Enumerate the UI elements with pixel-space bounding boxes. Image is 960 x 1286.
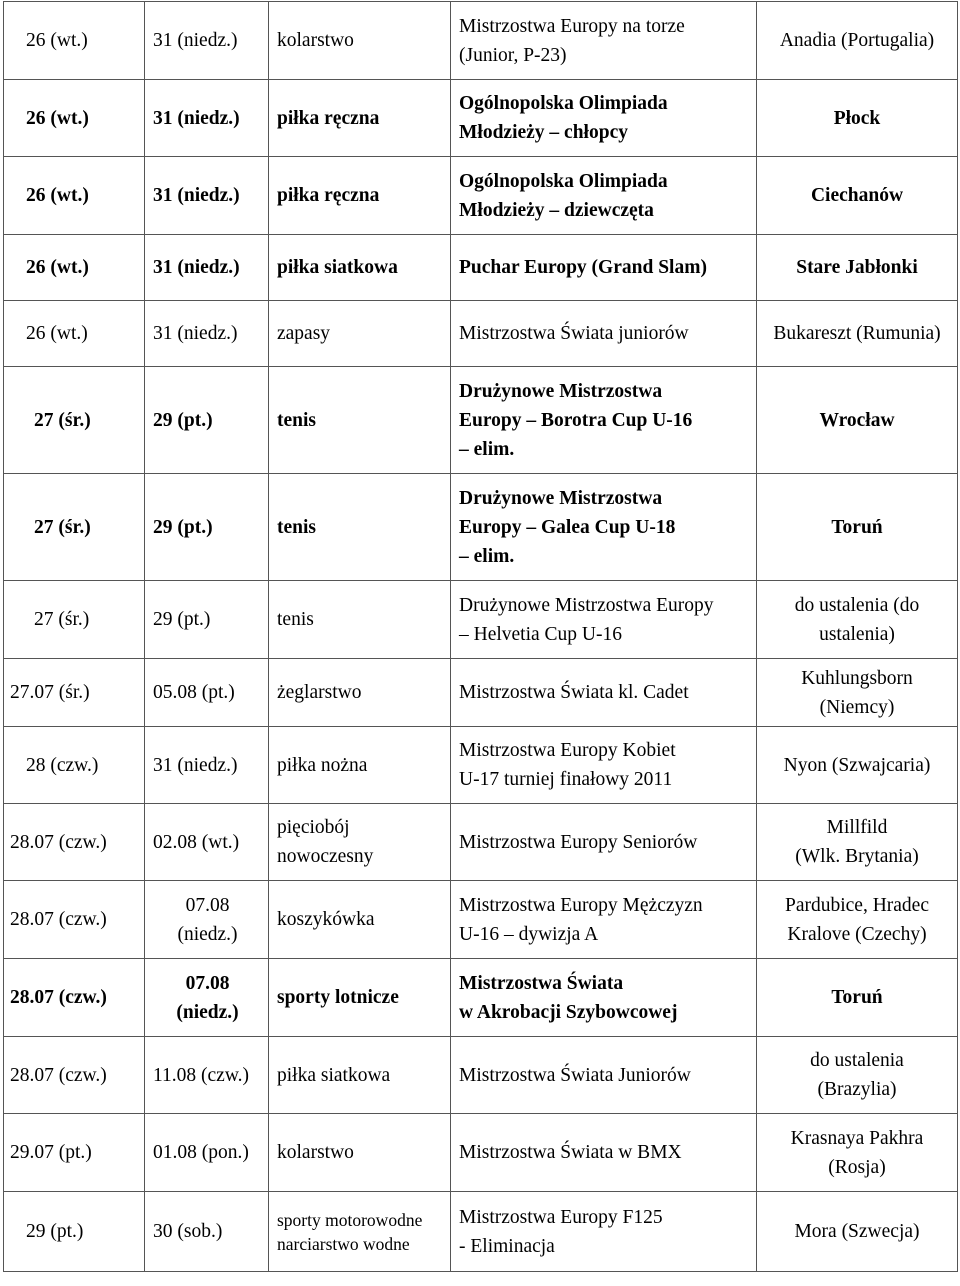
place bbox=[757, 659, 958, 727]
place: Anadia (Portugalia) bbox=[757, 2, 958, 80]
event: Mistrzostwa Świata Juniorów bbox=[451, 1037, 757, 1114]
place bbox=[757, 804, 958, 881]
sport: pięciobój nowoczesny bbox=[269, 804, 451, 881]
table-row bbox=[4, 1037, 958, 1114]
end-date: 31 (niedz.) bbox=[145, 2, 269, 80]
place: Stare Jabłonki bbox=[757, 235, 958, 301]
table-row bbox=[4, 157, 958, 235]
place: Mora (Szwecja) bbox=[757, 1192, 958, 1272]
event-line: w Akrobacji Szybowcowej bbox=[459, 1001, 678, 1023]
sport: tenis bbox=[269, 581, 451, 659]
sport: sporty lotnicze bbox=[269, 959, 451, 1037]
event-line: Ogólnopolska Olimpiada bbox=[459, 170, 668, 192]
event-line: – elim. bbox=[459, 438, 515, 460]
start-date: 28.07 (czw.) bbox=[4, 959, 145, 1037]
place-line: Kralove (Czechy) bbox=[787, 923, 927, 945]
place-line: (Niemcy) bbox=[819, 696, 895, 718]
sport: zapasy bbox=[269, 301, 451, 367]
table-row bbox=[4, 367, 958, 474]
event: Mistrzostwa Europy Seniorów bbox=[451, 804, 757, 881]
place: Wrocław bbox=[757, 367, 958, 474]
event-line: Drużynowe Mistrzostwa bbox=[459, 380, 663, 402]
sport: piłka nożna bbox=[269, 727, 451, 804]
table-row bbox=[4, 804, 958, 881]
table-row bbox=[4, 1192, 958, 1272]
event-line: – Helvetia Cup U-16 bbox=[459, 623, 623, 645]
event-line: U-16 – dywizja A bbox=[459, 923, 599, 945]
event bbox=[451, 881, 757, 959]
place: Nyon (Szwajcaria) bbox=[757, 727, 958, 804]
start-date: 26 (wt.) bbox=[4, 157, 145, 235]
sport: piłka siatkowa bbox=[269, 235, 451, 301]
sport: kolarstwo bbox=[269, 2, 451, 80]
end-date: 29 (pt.) bbox=[145, 474, 269, 581]
place-line: ustalenia) bbox=[819, 623, 895, 645]
start-date: 27 (śr.) bbox=[4, 581, 145, 659]
place-line: (Wlk. Brytania) bbox=[795, 846, 919, 867]
event-line: Mistrzostwa Europy na torze bbox=[459, 15, 685, 37]
start-date: 26 (wt.) bbox=[4, 235, 145, 301]
event bbox=[451, 474, 757, 581]
start-date: 28.07 (czw.) bbox=[4, 881, 145, 959]
event-line: Drużynowe Mistrzostwa Europy bbox=[459, 594, 714, 616]
event: Mistrzostwa Świata kl. Cadet bbox=[451, 659, 757, 727]
start-date: 26 (wt.) bbox=[4, 2, 145, 80]
sport: kolarstwo bbox=[269, 1114, 451, 1192]
start-date: 27.07 (śr.) bbox=[4, 659, 145, 727]
place-line: Kuhlungsborn bbox=[801, 667, 913, 689]
table-row bbox=[4, 881, 958, 959]
place bbox=[757, 1114, 958, 1192]
place: Toruń bbox=[757, 959, 958, 1037]
table-row bbox=[4, 80, 958, 157]
place-line: (Rosja) bbox=[828, 1156, 886, 1178]
end-date: 31 (niedz.) bbox=[145, 727, 269, 804]
sport: sporty motorowodne narciarstwo wodne bbox=[269, 1192, 451, 1272]
table-row bbox=[4, 659, 958, 727]
end-date: 31 (niedz.) bbox=[145, 301, 269, 367]
place-line: (Brazylia) bbox=[817, 1079, 897, 1100]
event bbox=[451, 80, 757, 157]
place bbox=[757, 1037, 958, 1114]
start-date: 28.07 (czw.) bbox=[4, 1037, 145, 1114]
table-row bbox=[4, 581, 958, 659]
end-date: 31 (niedz.) bbox=[145, 235, 269, 301]
start-date: 27 (śr.) bbox=[4, 367, 145, 474]
end-date: 11.08 (czw.) bbox=[145, 1037, 269, 1114]
start-date: 26 (wt.) bbox=[4, 80, 145, 157]
place bbox=[757, 881, 958, 959]
end-date: 31 (niedz.) bbox=[145, 80, 269, 157]
event-line: Mistrzostwa Europy Mężczyzn bbox=[459, 894, 703, 916]
end-date: 07.08 (niedz.) bbox=[145, 959, 269, 1037]
start-date: 28 (czw.) bbox=[4, 727, 145, 804]
place-line: do ustalenia (do bbox=[794, 594, 920, 616]
sport: żeglarstwo bbox=[269, 659, 451, 727]
event: Puchar Europy (Grand Slam) bbox=[451, 235, 757, 301]
table-row bbox=[4, 1114, 958, 1192]
table-row bbox=[4, 2, 958, 80]
start-date: 29 (pt.) bbox=[4, 1192, 145, 1272]
event bbox=[451, 2, 757, 80]
start-date: 26 (wt.) bbox=[4, 301, 145, 367]
event bbox=[451, 367, 757, 474]
table-row bbox=[4, 474, 958, 581]
event-line: Młodzieży – chłopcy bbox=[459, 122, 628, 143]
start-date: 27 (śr.) bbox=[4, 474, 145, 581]
schedule-table bbox=[3, 1, 958, 1272]
event bbox=[451, 581, 757, 659]
table-row bbox=[4, 727, 958, 804]
event bbox=[451, 1192, 757, 1272]
place-line: do ustalenia bbox=[810, 1050, 904, 1071]
end-date: 30 (sob.) bbox=[145, 1192, 269, 1272]
event-line: – elim. bbox=[459, 545, 515, 567]
place: Bukareszt (Rumunia) bbox=[757, 301, 958, 367]
end-date: 07.08 (niedz.) bbox=[145, 881, 269, 959]
place bbox=[757, 581, 958, 659]
place: Ciechanów bbox=[757, 157, 958, 235]
sport: tenis bbox=[269, 367, 451, 474]
event-line: Europy – Borotra Cup U-16 bbox=[459, 409, 693, 431]
event-line: Młodzieży – dziewczęta bbox=[459, 199, 654, 221]
place-line: Millfild bbox=[826, 817, 888, 838]
end-date: 05.08 (pt.) bbox=[145, 659, 269, 727]
table-row bbox=[4, 235, 958, 301]
sport: piłka ręczna bbox=[269, 80, 451, 157]
event-line: - Eliminacja bbox=[459, 1235, 555, 1257]
event: Mistrzostwa Świata juniorów bbox=[451, 301, 757, 367]
place: Płock bbox=[757, 80, 958, 157]
sport: piłka siatkowa bbox=[269, 1037, 451, 1114]
event-line: U-17 turniej finałowy 2011 bbox=[459, 769, 673, 790]
start-date: 29.07 (pt.) bbox=[4, 1114, 145, 1192]
sport: piłka ręczna bbox=[269, 157, 451, 235]
event bbox=[451, 727, 757, 804]
event-line: Ogólnopolska Olimpiada bbox=[459, 93, 668, 114]
event-line: Europy – Galea Cup U-18 bbox=[459, 516, 676, 538]
table-row bbox=[4, 301, 958, 367]
event-line: (Junior, P-23) bbox=[459, 44, 567, 66]
event-line: Drużynowe Mistrzostwa bbox=[459, 487, 663, 509]
place-line: Pardubice, Hradec bbox=[784, 894, 929, 916]
end-date: 29 (pt.) bbox=[145, 581, 269, 659]
event: Mistrzostwa Świata w BMX bbox=[451, 1114, 757, 1192]
start-date: 28.07 (czw.) bbox=[4, 804, 145, 881]
end-date: 02.08 (wt.) bbox=[145, 804, 269, 881]
event bbox=[451, 959, 757, 1037]
event-line: Mistrzostwa Europy Kobiet bbox=[459, 740, 676, 761]
table-row bbox=[4, 959, 958, 1037]
sport: koszykówka bbox=[269, 881, 451, 959]
schedule-body bbox=[4, 2, 958, 1272]
end-date: 29 (pt.) bbox=[145, 367, 269, 474]
place-line: Krasnaya Pakhra bbox=[790, 1127, 924, 1149]
event-line: Mistrzostwa Świata bbox=[459, 972, 624, 994]
end-date: 31 (niedz.) bbox=[145, 157, 269, 235]
event-line: Mistrzostwa Europy F125 bbox=[459, 1206, 663, 1228]
event bbox=[451, 157, 757, 235]
place: Toruń bbox=[757, 474, 958, 581]
sport: tenis bbox=[269, 474, 451, 581]
end-date: 01.08 (pon.) bbox=[145, 1114, 269, 1192]
